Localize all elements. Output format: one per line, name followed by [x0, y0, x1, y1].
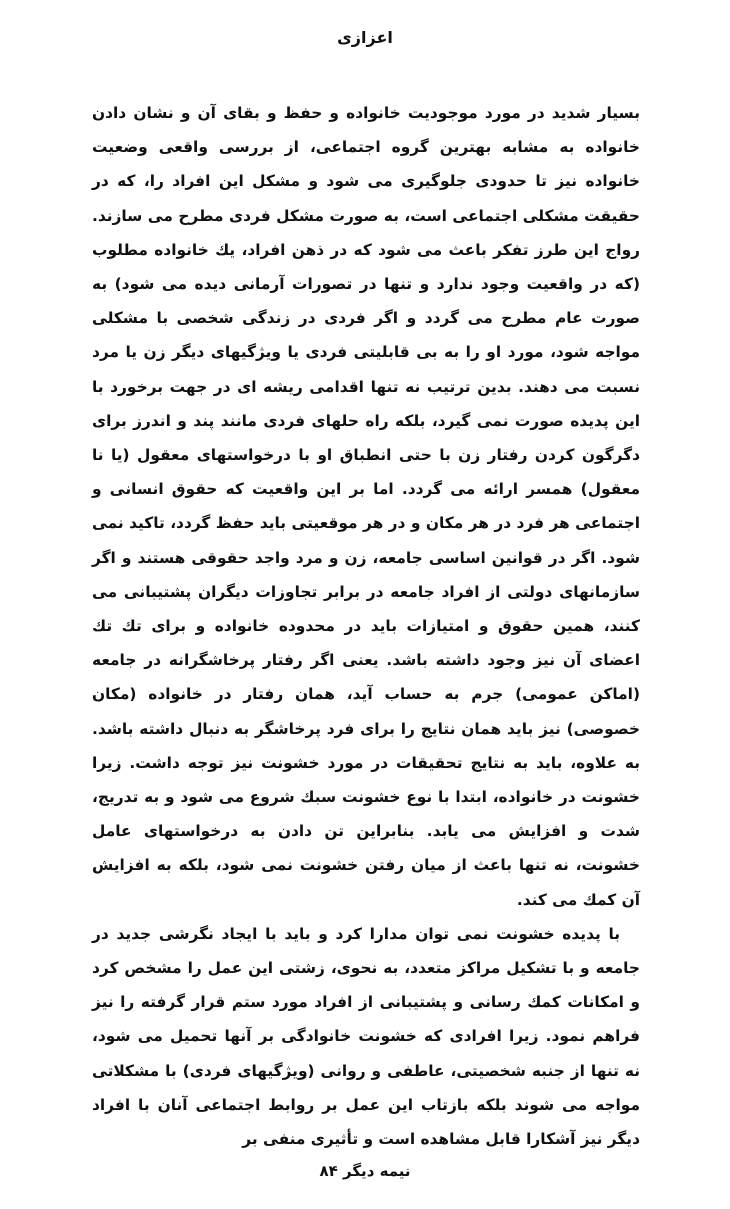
- page-header-title: اعزازی: [337, 28, 393, 47]
- paragraph-2: با پدیده خشونت نمی توان مدارا کرد و باید با ایجاد نگرشی جدید در جامعه و با تشکیل مراکز متعدد، به نحوی، زشتی این عمل را مشخص کرد و امکانات کمك رسانی و پشتیبانی از افراد مورد ستم قرار گرفته را نیز فراهم نمود. زیرا افرادی که خشونت خانوادگی بر آنها تحمیل می شود، نه تنها از جنبه شخصیتی، عاطفی و روانی (ویژگیهای فردی) با مشکلاتی مواجه می شوند بلکه بازتاب این عمل بر روابط اجتماعی آنان با افراد دیگر نیز آشکارا قابل مشاهده است و تأثیری منفی بر: [92, 924, 640, 1149]
- body-text: [92, 96, 640, 1149]
- paragraph-1: بسیار شدید در مورد موجودیت خانواده و حفظ و بقای آن و نشان دادن خانواده به مشابه بهترین گروه اجتماعی، از بررسی واقعی وضعیت خانواده نیز تا حدودی جلوگیری می شود و مشکل این افراد را، که در حقیقت مشکلی اجتماعی است، به صورت مشکل فردی مطرح می سازند. رواج این طرز تفکر باعث می شود که در ذهن افراد، یك خانواده مطلوب (که در واقعیت وجود ندارد و تنها در تصورات آرمانی دیده می شود) به صورت عام مطرح می گردد و اگر فردی در زندگی شخصی با مشکلی مواجه شود، مورد او را به بی قابلیتی فردی یا ویژگیهای دیگر زن یا مرد نسبت می دهند. بدین ترتیب نه تنها اقدامی ریشه ای در جهت برخورد با این پدیده صورت نمی گیرد، بلکه راه حلهای فردی مانند پند و اندرز برای دگرگون کردن رفتار زن با حتی انطباق او با درخواستهای معقول (یا نا معقول) همسر ارائه می گردد. اما بر این واقعیت که حقوق انسانی و اجتماعی هر فرد در هر مکان و در هر موقعیتی باید حفظ گردد، تاکید نمی شود. اگر در قوانین اساسی جامعه، زن و مرد واجد حقوقی هستند و اگر سازمانهای دولتی از افراد جامعه در برابر تجاوزات دیگران پشتیبانی می کنند، همین حقوق و امتیازات باید در محدوده خانواده و برای تك تك اعضای آن نیز وجود داشته باشد. یعنی اگر رفتار پرخاشگرانه در جامعه (اماکن عمومی) جرم به حساب آید، همان رفتار در خانواده (مکان خصوصی) نیز باید همان نتایج را برای فرد پرخاشگر به دنبال داشته باشد. به علاوه، باید به نتایج تحقیقات در مورد خشونت نیز توجه داشت. زیرا خشونت در خانواده، ابتدا با نوع خشونت سبك شروع می شود و به تدریج، شدت و افزایش می یابد. بنابراین تن دادن به درخواستهای عامل خشونت، نه تنها باعث از میان رفتن خشونت نمی شود، بلکه به افزایش آن کمك می کند.: [92, 104, 640, 909]
- page-footer-label: نیمه دیگر ۸۴: [319, 1162, 411, 1180]
